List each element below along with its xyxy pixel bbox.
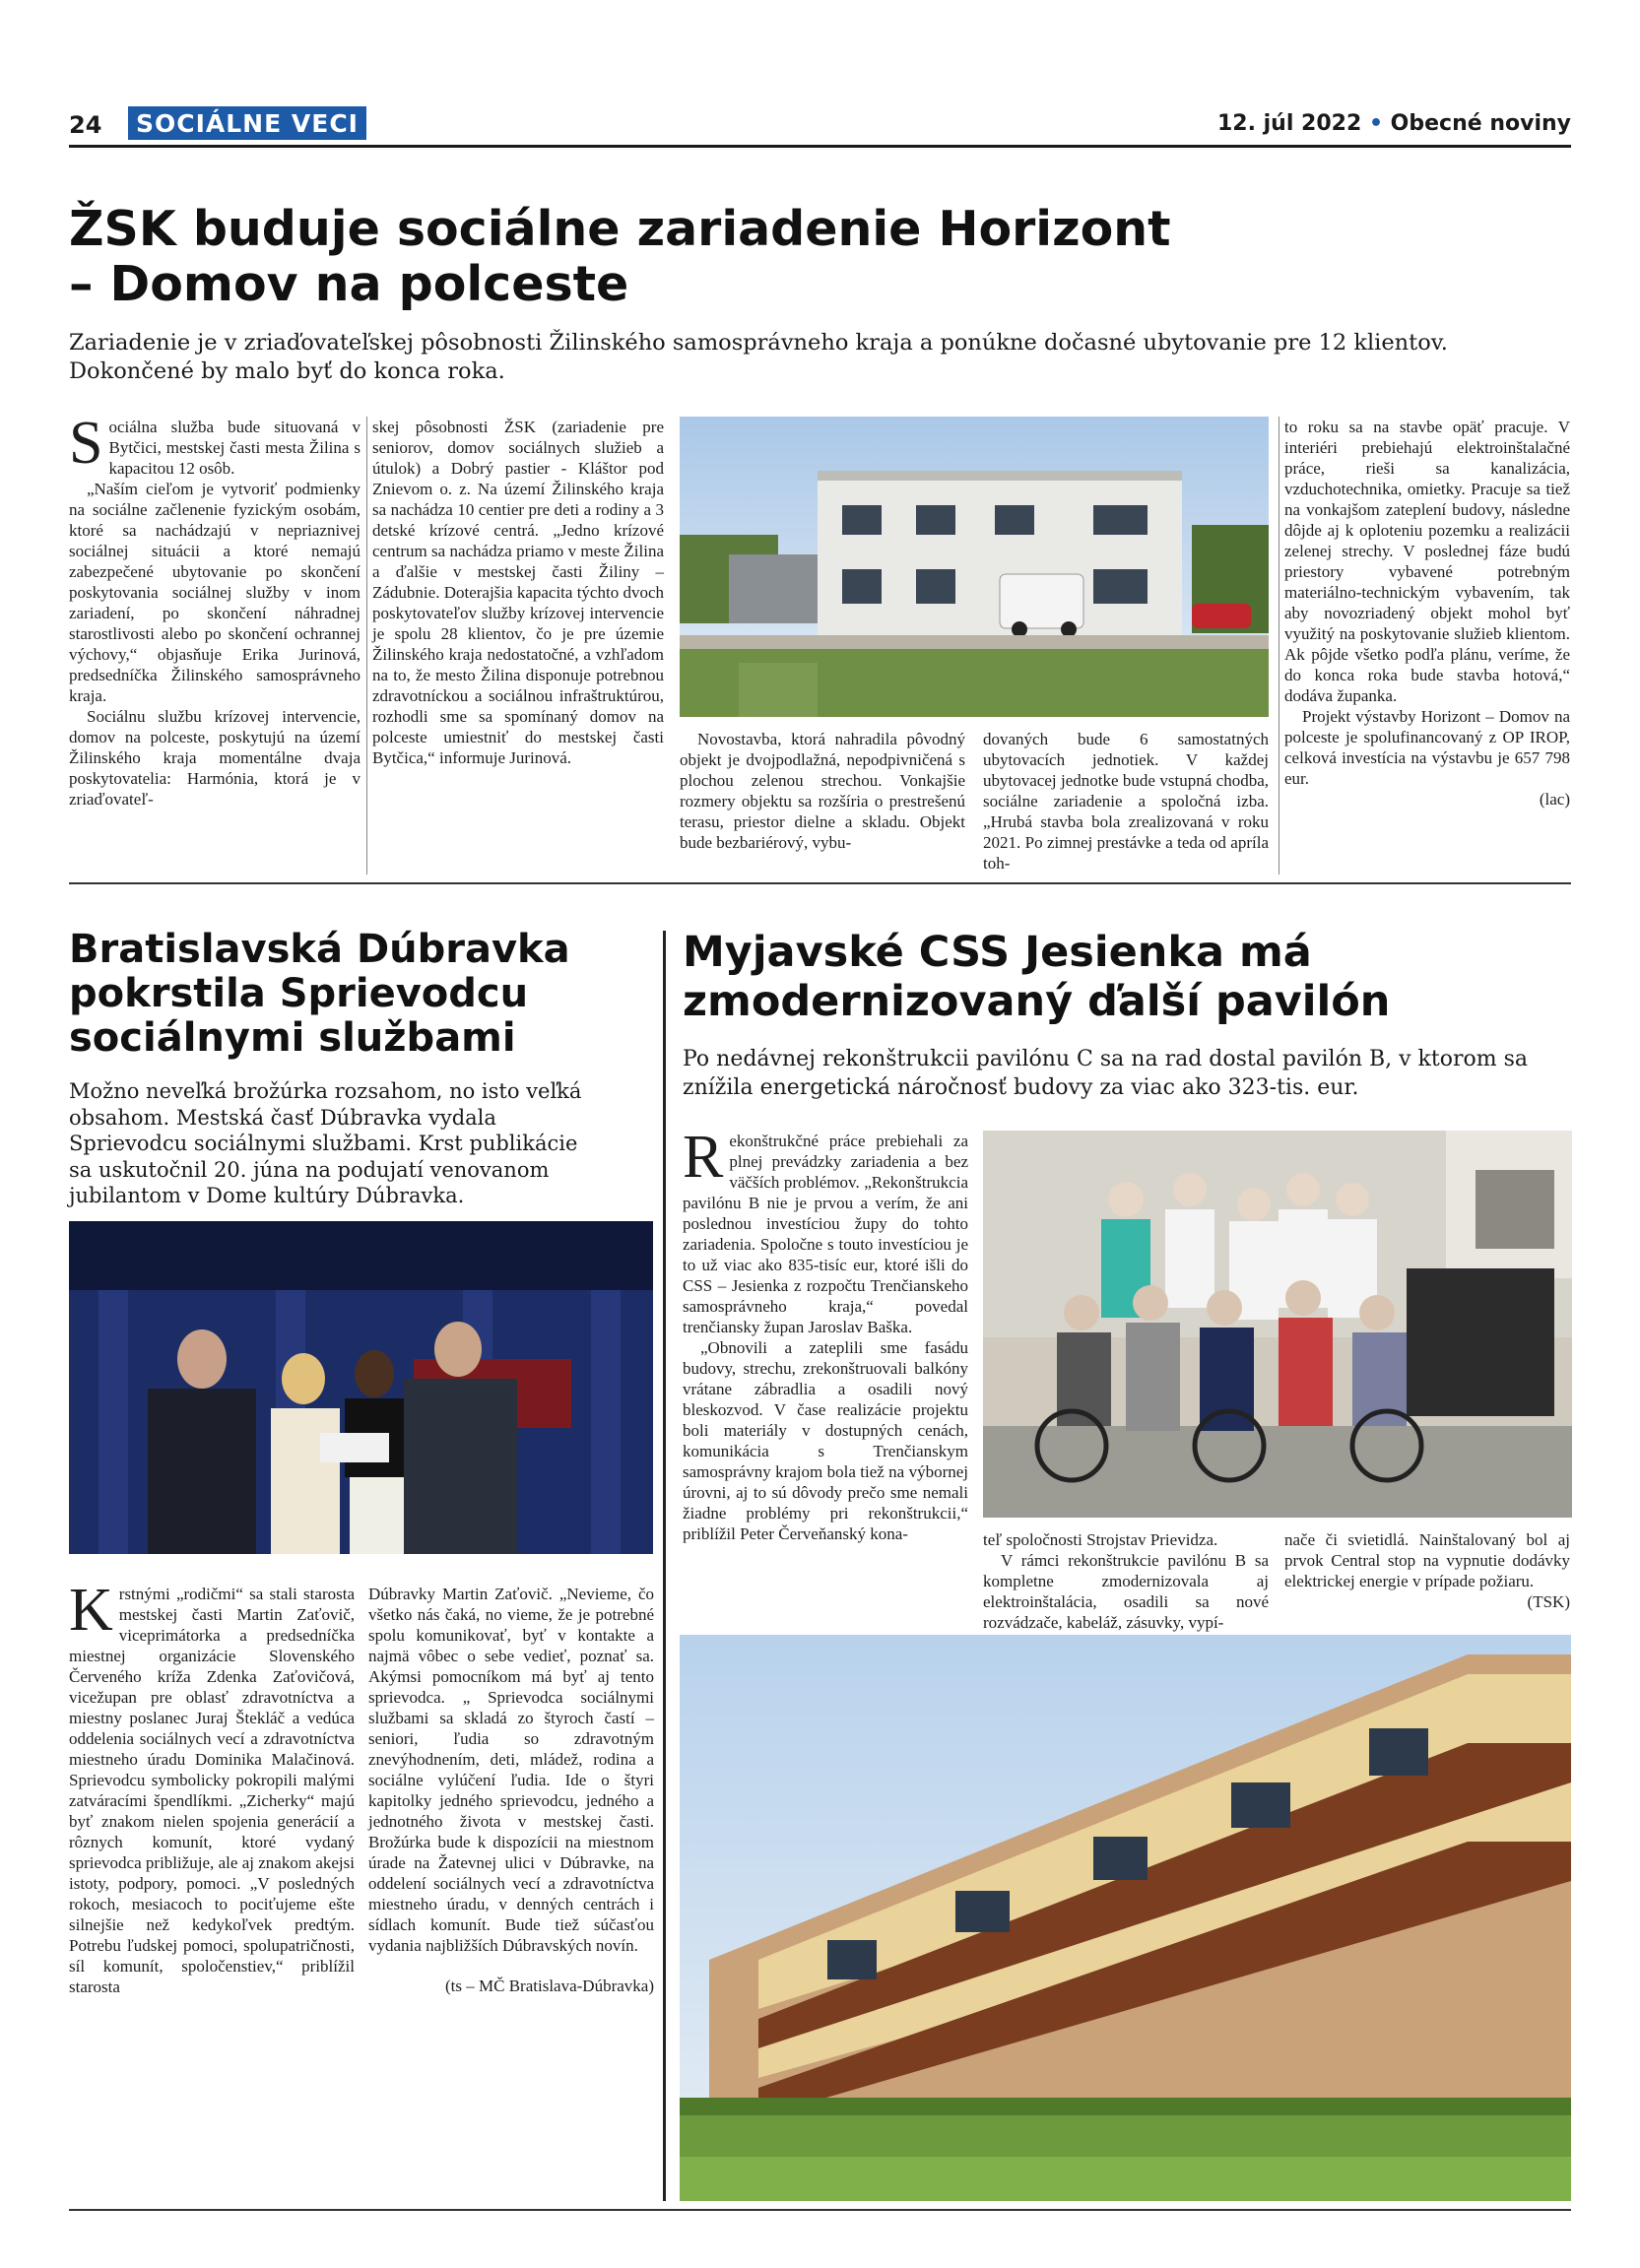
article1-title-line1: ŽSK buduje sociálne zariadenie Horizont (69, 201, 1171, 257)
page-number: 24 (69, 111, 102, 139)
article3-lead: Po nedávnej rekonštrukcii pavilónu C sa na rad dostal pavilón B, v ktorom sa znížila energetická náročnosť budovy za viac ako 323-tis. eur. (683, 1047, 1528, 1100)
photo-jesienka-group (983, 1131, 1572, 1518)
article1-col1-p2: „Naším cieľom je vytvoriť podmienky na sociálne začlenenie fyzickým osobám, ktoré sa nachádzajú v nepriaznivej sociálnej situácii a ktoré nemajú zabezpečené ubytovanie po skončení poskytovania sociálnej služby v inom zariadení, po skončení náhradnej starostlivosti alebo po skončení ochrannej výchovy,“ objasňuje Erika Jurinová, predsedníčka Žilinského samosprávneho kraja. (69, 480, 361, 705)
article3-col2-p2: V rámci rekonštrukcie pavilónu B sa kompletne zmodernizovala aj elektroinštalácia, osadili sa nové rozvádzače, kabeláž, zásuvky, vypí- (983, 1551, 1269, 1632)
bottom-rule (69, 2209, 1571, 2211)
header-rule (69, 145, 1571, 148)
article3-col3-p1: nače či svietidlá. Nainštalovaný bol aj prvok Central stop na vypnutie dodávky elektrickej energie v prípade požiaru. (1284, 1530, 1570, 1590)
issue-date: 12. júl 2022 (1217, 111, 1362, 136)
article2-column1 (69, 1577, 355, 1997)
article2-title-line2: pokrstila Sprievodcu (69, 971, 529, 1016)
article1-column1 (69, 410, 361, 810)
article3-column3 (1284, 1529, 1570, 1612)
article3-col1-p1: ekonštrukčné práce prebiehali za plnej prevádzky zariadenia a bez väčších problémov. „Rekonštrukcia pavilónu B nie je prvou a verím, že ani poslednou investíciou župy do tohto zariadenia. Spoločne s touto investíciou je to už viac ako 835-tisíc eur, ktoré išli do CSS – Jesienka z rozpočtu Trenčianskeho samosprávneho kraja,“ povedal trenčiansky župan Jaroslav Baška. (683, 1132, 968, 1336)
article3-col2-p1: teľ spoločnosti Strojstav Prievidza. (983, 1530, 1218, 1549)
article2-col2-p1: Dúbravky Martin Zaťovič. „Nevieme, čo všetko nás čaká, no vieme, že je potrebné spolu komunikovať, byť v kontakte a najmä vôbec o sebe vedieť, poznať sa. Akýmsi pomocníkom má byť aj tento sprievodca. „ Sprievodca sociálnymi službami sa skladá zo štyroch častí – seniori, ľudia so zdravotným znevýhodnením, deti, mládež, rodina a sociálne vylúčení ľudia. Ide o štyri kapitolky jedného sprievodcu, jedného a jednotného života v mestskej časti. Brožúrka bude k dispozícii na miestnom úrade na Žatevnej ulici v Dúbravke, na oddelení sociálnych vecí a zdravotníctva miestneho úradu, v denných centrách i sídlach komunít. Bude tiež súčasťou vydania najbližších Dúbravských novín. (368, 1585, 654, 1955)
article3-title-line1: Myjavské CSS Jesienka má (683, 928, 1312, 977)
article1-lead: Zariadenie je v zriaďovateľskej pôsobnosti Žilinského samosprávneho kraja a ponúkne dočasné ubytovanie pre 12 klientov. Dokončené by malo byť do konca roka. (69, 330, 1448, 384)
dropcap-s: S (69, 410, 103, 477)
article2-lead: Možno neveľká brožúrka rozsahom, no isto veľká obsahom. Mestská časť Dúbravka vydala Sprievodcu sociálnymi službami. Krst publikácie sa uskutočnil 20. júna na podujatí venovanom jubilantom v Dome kultúry Dúbravka. (69, 1079, 582, 1207)
article3-column2 (983, 1529, 1269, 1633)
separator-dot: • (1368, 111, 1383, 136)
article1-title-line2: – Domov na polceste (69, 256, 629, 312)
photo1-caption-p1: Novostavba, ktorá nahradila pôvodný objekt je dvojpodlažná, nepodpivničená s plochou zelenou strechou. Vonkajšie rozmery objektu sa rozšíria o prestrešenú terasu, priestor dielne a skladu. Objekt bude bezbariérový, vybu- (680, 730, 965, 852)
article2-title-line3: sociálnymi službami (69, 1015, 516, 1061)
article1-headline (69, 202, 1571, 312)
photo-renovated-pavilion (680, 1635, 1571, 2201)
publication-name: Obecné noviny (1390, 111, 1571, 136)
article1-col2-p1: skej pôsobnosti ŽSK (zariadenie pre seniorov, domov sociálnych služieb a útulok) a Dobrý pastier - Kláštor pod Znievom o. z. Na území Žilinského kraja sa nachádza 10 centier pre deti a rodiny a 3 detské krízové centrá. „Jedno krízové centrum sa nachádza priamo v meste Žilina a ďalšie v mestskej časti Žiliny – Zádubnie. Doterajšia kapacita týchto dvoch poskytovateľov služby krízovej intervencie je spolu 28 klientov, čo je pre územie Žilinského kraja nedostatočné, a vzhľadom na to, že mesto Žilina disponuje potrebnou zdravotníckou a sociálnou infraštruktúrou, rozhodli sme sa spomínaný domov na polceste umiestniť do mestskej časti Bytčica,“ informuje Jurinová. (372, 418, 664, 767)
column-divider (366, 417, 367, 875)
article1-col4-p1: to roku sa na stavbe opäť pracuje. V interiéri prebiehajú elektroinštalačné práce, rieši sa kanalizácia, vzduchotechnika, omietky. Pracuje sa tiež na vonkajšom zateplení budovy, následne dôjde aj k oploteniu pozemku a realizácii zelenej strechy. V poslednej fáze budú priestory vybavené potrebným materiálno-technickým vybavením, tak aby novozriadený objekt mohol byť využitý na poskytovanie služieb klientom. Ak pôjde všetko podľa plánu, veríme, že do konca roka bude stavba hotová,“ dodáva županka. (1284, 418, 1570, 705)
article2-credit: (ts – MČ Bratislava-Dúbravka) (445, 1976, 654, 1995)
article3-column1 (683, 1124, 968, 1544)
article-divider (663, 931, 666, 2201)
photo1-caption-col1 (680, 729, 965, 853)
article1-col4-p2: Projekt výstavby Horizont – Domov na polceste je spolufinancovaný z OP IROP, celková investícia na výstavbu je 657 798 eur. (1284, 707, 1570, 788)
article3-credit: (TSK) (1527, 1592, 1570, 1611)
article3-col1-p2: „Obnovili a zateplili sme fasádu budovy, strechu, zrekonštruovali balkóny vrátane zábradlia a osadili nový bleskozvod. V čase realizácie projektu boli materiály v dostupných cenách, komunikácia s Trenčianskym samosprávny krajom bola tiež na výbornej úrovni, aj to sú dôvody prečo sme nemali žiadne problémy pri rekonštrukcii,“ priblížil Peter Červeňanský kona- (683, 1338, 968, 1543)
article2-column2 (368, 1584, 654, 1996)
masthead (1217, 111, 1571, 136)
article1-column2 (372, 417, 664, 768)
article1-col1-p1: ociálna služba bude situovaná v Bytčici, mestskej časti mesta Žilina s kapacitou 12 osôb. (108, 418, 361, 478)
section-label: SOCIÁLNE VECI (128, 106, 366, 140)
dropcap-r: R (683, 1124, 724, 1191)
dropcap-k: K (69, 1577, 113, 1644)
article3-title-line2: zmodernizovaný ďalší pavilón (683, 977, 1391, 1026)
photo1-caption-p2: dovaných bude 6 samostatných ubytovacích jednotiek. V každej ubytovacej jednotke bude vstupná chodba, sociálne zariadenie a spoločná izba. „Hrubá stavba bola zrealizovaná v roku 2021. Po zimnej prestávke a teda od apríla toh- (983, 730, 1269, 873)
article2-title-line1: Bratislavská Dúbravka (69, 927, 570, 972)
article1-credit: (lac) (1539, 790, 1570, 809)
photo1-caption-col2 (983, 729, 1269, 874)
article1-column4 (1284, 417, 1570, 810)
article1-col1-p3: Sociálnu službu krízovej intervencie, domov na polceste, poskytujú na území Žilinského kraja momentálne dvaja poskytovatelia: Harmónia, ktorá je v zriaďovateľ- (69, 707, 361, 809)
photo-dubravka-ceremony (69, 1221, 653, 1554)
article2-headline (69, 928, 660, 1061)
photo-horizont-building (680, 417, 1269, 717)
article3-headline (683, 928, 1569, 1026)
article2-col1-p1: rstnými „rodičmi“ sa stali starosta mestskej časti Martin Zaťovič, viceprimátorka a predsedníčka miestnej organizácie Slovenského Červeného kríža Zdenka Zaťovičová, vicežupan pre oblasť zdravotníctva a miestny poslanec Juraj Štekláč a vedúca oddelenia sociálnych vecí a zdravotníctva miestneho úradu Dominika Malačinová. Sprievodcu symbolicky pokropili malými zatváracími špendlíkmi. „Zicherky“ majú byť znakom nielen spojenia generácií a rôznych komunít, ktoré vydaný sprievodca približuje, ale aj znakom akejsi istoty, podpory, pomoci. „V posledných rokoch, mesiacoch to pociťujeme ešte silnejšie než kedykoľvek predtým. Potrebu ľudskej pomoci, spolupatričnosti, síl komunít, spoločenstiev,“ priblížil starosta (69, 1585, 355, 1996)
section-divider (69, 882, 1571, 884)
